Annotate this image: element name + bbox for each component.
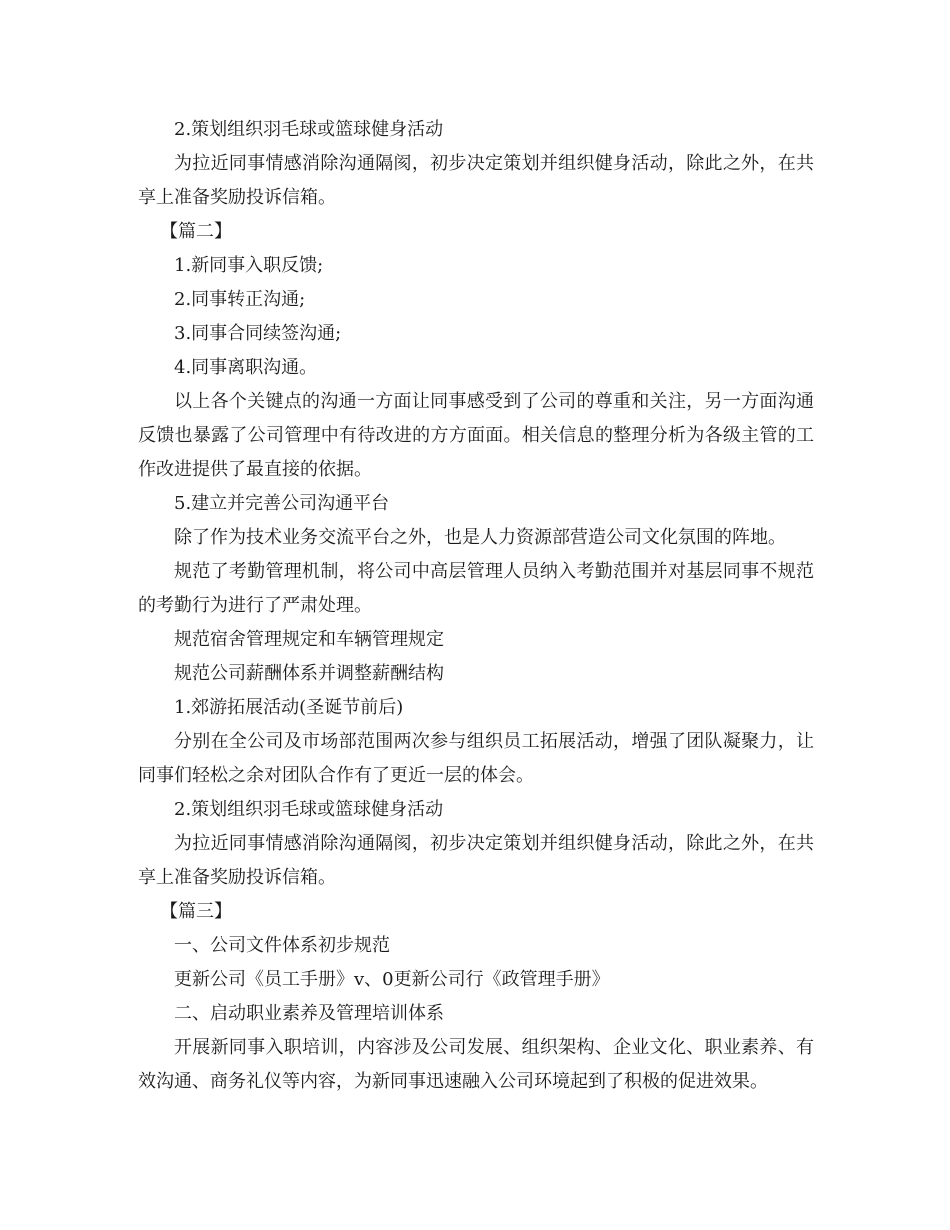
section-heading: 【篇二】 xyxy=(160,221,232,242)
paragraph: 更新公司《员工手册》v、0更新公司行《政管理手册》 xyxy=(174,969,610,990)
list-item: 1.新同事入职反馈; xyxy=(174,255,324,276)
paragraph: 为拉近同事情感消除沟通隔阂，初步决定策划并组织健身活动，除此之外，在共享上准备奖励投诉信箱。 xyxy=(138,153,814,208)
paragraph: 分别在全公司及市场部范围两次参与组织员工拓展活动，增强了团队凝聚力，让同事们轻松之余对团队合作有了更近一层的体会。 xyxy=(138,731,814,786)
paragraph: 除了作为技术业务交流平台之外，也是人力资源部营造公司文化氛围的阵地。 xyxy=(174,527,786,548)
paragraph: 以上各个关键点的沟通一方面让同事感受到了公司的尊重和关注，另一方面沟通反馈也暴露了公司管理中有待改进的方方面面。相关信息的整理分析为各级主管的工作改进提供了最直接的依据。 xyxy=(138,391,814,480)
subsection-heading: 二、启动职业素养及管理培训体系 xyxy=(174,1003,444,1024)
list-item: 2.策划组织羽毛球或篮球健身活动 xyxy=(174,799,444,820)
list-item: 3.同事合同续签沟通; xyxy=(174,323,342,344)
subsection-heading: 一、公司文件体系初步规范 xyxy=(174,935,390,956)
list-item: 4.同事离职沟通。 xyxy=(174,357,318,378)
paragraph: 为拉近同事情感消除沟通隔阂，初步决定策划并组织健身活动，除此之外，在共享上准备奖励投诉信箱。 xyxy=(138,833,814,888)
section-heading: 【篇三】 xyxy=(160,901,232,922)
list-item: 2.同事转正沟通; xyxy=(174,289,306,310)
paragraph: 2.策划组织羽毛球或篮球健身活动 xyxy=(174,119,444,140)
paragraph: 规范宿舍管理规定和车辆管理规定 xyxy=(174,629,444,650)
paragraph: 规范公司薪酬体系并调整薪酬结构 xyxy=(174,663,444,684)
paragraph: 规范了考勤管理机制，将公司中高层管理人员纳入考勤范围并对基层同事不规范的考勤行为进行了严肃处理。 xyxy=(138,561,814,616)
paragraph: 开展新同事入职培训，内容涉及公司发展、组织架构、企业文化、职业素养、有效沟通、商务礼仪等内容，为新同事迅速融入公司环境起到了积极的促进效果。 xyxy=(138,1037,814,1092)
list-item: 1.郊游拓展活动(圣诞节前后) xyxy=(174,697,404,718)
list-item: 5.建立并完善公司沟通平台 xyxy=(174,493,390,514)
document-body xyxy=(138,113,814,1099)
